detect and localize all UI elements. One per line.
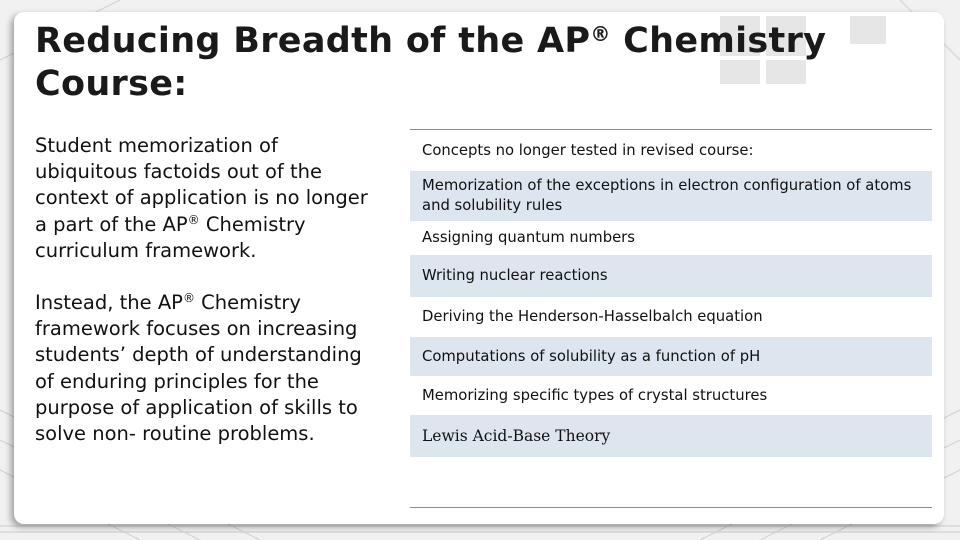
paragraph-text: Student memorization of ubiquitous factoids out of the context of application is no longer a part of the AP (35, 134, 368, 236)
title-text-rest: Chemistry Course: (35, 21, 827, 104)
registered-mark: ® (590, 22, 611, 46)
table-row: Memorizing specific types of crystal structures (422, 386, 768, 404)
paragraph-text: Chemistry curriculum framework. (35, 212, 306, 262)
paragraph-text: Chemistry framework focuses on increasing students’ depth of understanding of enduring principles for the purpose of application of skills to solve non- routine problems. (35, 291, 362, 446)
title-text: Reducing Breadth of the AP (35, 21, 591, 61)
table-row: Deriving the Henderson-Hasselbalch equation (422, 308, 763, 325)
table-row: Memorization of the exceptions in electron configuration of atoms and solubility rules (410, 171, 932, 221)
slide (14, 12, 944, 524)
table-row: Computations of solubility as a function of pH (410, 337, 932, 376)
registered-mark: ® (182, 291, 195, 306)
registered-mark: ® (187, 212, 200, 227)
table-row: Assigning quantum numbers (422, 229, 635, 246)
slide-title (35, 20, 915, 106)
paragraph-memorization (35, 133, 385, 264)
table-header: Concepts no longer tested in revised course: (422, 141, 754, 159)
table-row: Lewis Acid-Base Theory (410, 415, 932, 457)
body-text (35, 133, 385, 447)
concepts-table (410, 129, 932, 508)
table-row: Writing nuclear reactions (410, 255, 932, 297)
paragraph-instead (35, 290, 385, 447)
paragraph-text: Instead, the AP (35, 291, 183, 315)
